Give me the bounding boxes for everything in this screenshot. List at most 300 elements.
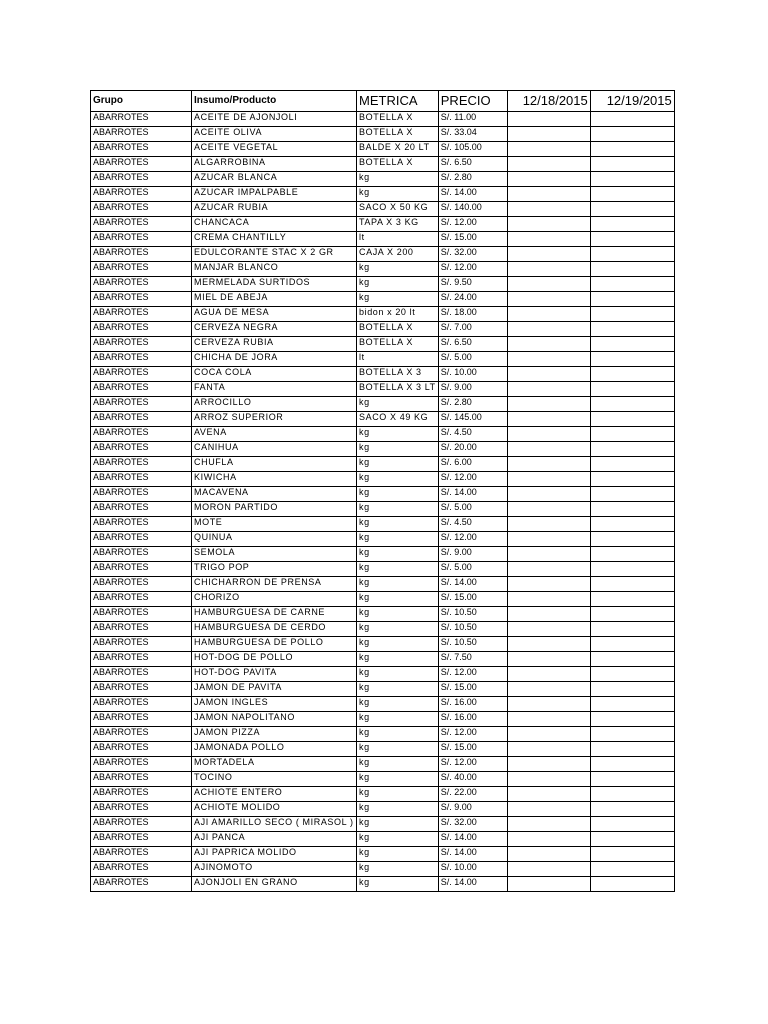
cell-producto[interactable]: MACAVENA xyxy=(192,487,357,502)
cell-producto[interactable]: ARROCILLO xyxy=(192,397,357,412)
cell-producto[interactable]: AJI AMARILLO SECO ( MIRASOL ) xyxy=(192,817,357,832)
cell-grupo[interactable]: ABARROTES xyxy=(91,622,192,637)
cell-precio[interactable]: S/. 4.50 xyxy=(438,427,507,442)
cell-precio[interactable]: S/. 14.00 xyxy=(438,187,507,202)
cell-precio[interactable]: S/. 22.00 xyxy=(438,787,507,802)
cell-producto[interactable]: ACEITE DE AJONJOLI xyxy=(192,112,357,127)
cell-producto[interactable]: SEMOLA xyxy=(192,547,357,562)
cell-precio[interactable]: S/. 5.00 xyxy=(438,352,507,367)
cell-metrica[interactable]: kg xyxy=(357,577,439,592)
cell-date-1[interactable] xyxy=(507,277,590,292)
cell-metrica[interactable]: kg xyxy=(357,172,439,187)
cell-date-1[interactable] xyxy=(507,412,590,427)
cell-date-1[interactable] xyxy=(507,862,590,877)
cell-producto[interactable]: AZUCAR BLANCA xyxy=(192,172,357,187)
cell-metrica[interactable]: TAPA X 3 KG xyxy=(357,217,439,232)
cell-date-2[interactable] xyxy=(590,697,674,712)
cell-producto[interactable]: JAMON DE PAVITA xyxy=(192,682,357,697)
cell-producto[interactable]: CHUFLA xyxy=(192,457,357,472)
cell-date-1[interactable] xyxy=(507,772,590,787)
cell-date-1[interactable] xyxy=(507,847,590,862)
cell-date-1[interactable] xyxy=(507,202,590,217)
cell-metrica[interactable]: kg xyxy=(357,787,439,802)
cell-date-1[interactable] xyxy=(507,757,590,772)
cell-metrica[interactable]: SACO X 49 KG xyxy=(357,412,439,427)
cell-metrica[interactable]: kg xyxy=(357,562,439,577)
cell-precio[interactable]: S/. 9.00 xyxy=(438,382,507,397)
cell-producto[interactable]: ALGARROBINA xyxy=(192,157,357,172)
cell-date-1[interactable] xyxy=(507,292,590,307)
cell-metrica[interactable]: kg xyxy=(357,292,439,307)
cell-precio[interactable]: S/. 2.80 xyxy=(438,397,507,412)
cell-producto[interactable]: AJONJOLI EN GRANO xyxy=(192,877,357,892)
cell-precio[interactable]: S/. 9.00 xyxy=(438,802,507,817)
cell-date-1[interactable] xyxy=(507,112,590,127)
cell-date-2[interactable] xyxy=(590,217,674,232)
cell-grupo[interactable]: ABARROTES xyxy=(91,697,192,712)
cell-producto[interactable]: CERVEZA NEGRA xyxy=(192,322,357,337)
cell-metrica[interactable]: BOTELLA X xyxy=(357,322,439,337)
cell-producto[interactable]: COCA COLA xyxy=(192,367,357,382)
cell-producto[interactable]: MOTE xyxy=(192,517,357,532)
cell-metrica[interactable]: BOTELLA X 3 xyxy=(357,367,439,382)
cell-grupo[interactable]: ABARROTES xyxy=(91,367,192,382)
cell-grupo[interactable]: ABARROTES xyxy=(91,877,192,892)
cell-grupo[interactable]: ABARROTES xyxy=(91,787,192,802)
cell-precio[interactable]: S/. 140.00 xyxy=(438,202,507,217)
cell-producto[interactable]: HAMBURGUESA DE CARNE xyxy=(192,607,357,622)
cell-metrica[interactable]: kg xyxy=(357,637,439,652)
cell-date-2[interactable] xyxy=(590,862,674,877)
cell-precio[interactable]: S/. 14.00 xyxy=(438,487,507,502)
cell-producto[interactable]: ACEITE OLIVA xyxy=(192,127,357,142)
cell-producto[interactable]: HOT-DOG DE POLLO xyxy=(192,652,357,667)
cell-precio[interactable]: S/. 14.00 xyxy=(438,577,507,592)
cell-grupo[interactable]: ABARROTES xyxy=(91,142,192,157)
cell-producto[interactable]: CERVEZA RUBIA xyxy=(192,337,357,352)
cell-producto[interactable]: AJINOMOTO xyxy=(192,862,357,877)
cell-producto[interactable]: ARROZ SUPERIOR xyxy=(192,412,357,427)
cell-date-2[interactable] xyxy=(590,202,674,217)
cell-metrica[interactable]: lt xyxy=(357,232,439,247)
cell-metrica[interactable]: kg xyxy=(357,772,439,787)
cell-producto[interactable]: AVENA xyxy=(192,427,357,442)
cell-metrica[interactable]: kg xyxy=(357,442,439,457)
cell-precio[interactable]: S/. 105.00 xyxy=(438,142,507,157)
cell-producto[interactable]: JAMON NAPOLITANO xyxy=(192,712,357,727)
cell-date-1[interactable] xyxy=(507,262,590,277)
cell-metrica[interactable]: kg xyxy=(357,487,439,502)
cell-date-1[interactable] xyxy=(507,217,590,232)
cell-grupo[interactable]: ABARROTES xyxy=(91,232,192,247)
cell-date-2[interactable] xyxy=(590,472,674,487)
header-insumo-producto[interactable]: Insumo/Producto xyxy=(192,91,357,112)
cell-date-1[interactable] xyxy=(507,502,590,517)
cell-date-2[interactable] xyxy=(590,427,674,442)
cell-date-2[interactable] xyxy=(590,637,674,652)
cell-metrica[interactable]: kg xyxy=(357,472,439,487)
cell-grupo[interactable]: ABARROTES xyxy=(91,637,192,652)
cell-date-1[interactable] xyxy=(507,817,590,832)
cell-producto[interactable]: JAMONADA POLLO xyxy=(192,742,357,757)
cell-date-2[interactable] xyxy=(590,142,674,157)
cell-date-2[interactable] xyxy=(590,877,674,892)
cell-producto[interactable]: AZUCAR IMPALPABLE xyxy=(192,187,357,202)
cell-date-2[interactable] xyxy=(590,397,674,412)
cell-grupo[interactable]: ABARROTES xyxy=(91,832,192,847)
cell-date-2[interactable] xyxy=(590,832,674,847)
cell-date-2[interactable] xyxy=(590,592,674,607)
cell-precio[interactable]: S/. 10.50 xyxy=(438,637,507,652)
cell-date-2[interactable] xyxy=(590,442,674,457)
cell-grupo[interactable]: ABARROTES xyxy=(91,352,192,367)
cell-date-1[interactable] xyxy=(507,322,590,337)
cell-grupo[interactable]: ABARROTES xyxy=(91,772,192,787)
cell-grupo[interactable]: ABARROTES xyxy=(91,112,192,127)
cell-date-2[interactable] xyxy=(590,157,674,172)
cell-date-1[interactable] xyxy=(507,142,590,157)
cell-metrica[interactable]: SACO X 50 KG xyxy=(357,202,439,217)
cell-metrica[interactable]: kg xyxy=(357,517,439,532)
cell-grupo[interactable]: ABARROTES xyxy=(91,862,192,877)
cell-metrica[interactable]: kg xyxy=(357,667,439,682)
cell-date-2[interactable] xyxy=(590,367,674,382)
cell-precio[interactable]: S/. 11.00 xyxy=(438,112,507,127)
cell-producto[interactable]: HOT-DOG PAVITA xyxy=(192,667,357,682)
cell-producto[interactable]: MANJAR BLANCO xyxy=(192,262,357,277)
cell-date-1[interactable] xyxy=(507,532,590,547)
cell-grupo[interactable]: ABARROTES xyxy=(91,532,192,547)
cell-grupo[interactable]: ABARROTES xyxy=(91,337,192,352)
cell-date-2[interactable] xyxy=(590,292,674,307)
cell-precio[interactable]: S/. 12.00 xyxy=(438,217,507,232)
header-date-1[interactable]: 12/18/2015 xyxy=(507,91,590,112)
cell-date-2[interactable] xyxy=(590,547,674,562)
cell-precio[interactable]: S/. 32.00 xyxy=(438,247,507,262)
cell-date-2[interactable] xyxy=(590,712,674,727)
cell-precio[interactable]: S/. 6.50 xyxy=(438,337,507,352)
cell-grupo[interactable]: ABARROTES xyxy=(91,487,192,502)
cell-grupo[interactable]: ABARROTES xyxy=(91,412,192,427)
cell-grupo[interactable]: ABARROTES xyxy=(91,472,192,487)
cell-grupo[interactable]: ABARROTES xyxy=(91,157,192,172)
cell-producto[interactable]: MORTADELA xyxy=(192,757,357,772)
cell-grupo[interactable]: ABARROTES xyxy=(91,322,192,337)
cell-precio[interactable]: S/. 33.04 xyxy=(438,127,507,142)
cell-producto[interactable]: TRIGO POP xyxy=(192,562,357,577)
cell-grupo[interactable]: ABARROTES xyxy=(91,847,192,862)
cell-grupo[interactable]: ABARROTES xyxy=(91,817,192,832)
cell-date-1[interactable] xyxy=(507,247,590,262)
cell-precio[interactable]: S/. 10.50 xyxy=(438,607,507,622)
cell-date-1[interactable] xyxy=(507,472,590,487)
cell-date-1[interactable] xyxy=(507,562,590,577)
cell-producto[interactable]: JAMON PIZZA xyxy=(192,727,357,742)
cell-precio[interactable]: S/. 10.50 xyxy=(438,622,507,637)
cell-producto[interactable]: CHICHA DE JORA xyxy=(192,352,357,367)
cell-precio[interactable]: S/. 6.50 xyxy=(438,157,507,172)
cell-date-2[interactable] xyxy=(590,757,674,772)
cell-producto[interactable]: ACEITE VEGETAL xyxy=(192,142,357,157)
cell-metrica[interactable]: lt xyxy=(357,352,439,367)
cell-precio[interactable]: S/. 16.00 xyxy=(438,697,507,712)
cell-date-1[interactable] xyxy=(507,652,590,667)
cell-grupo[interactable]: ABARROTES xyxy=(91,682,192,697)
cell-grupo[interactable]: ABARROTES xyxy=(91,712,192,727)
cell-date-1[interactable] xyxy=(507,172,590,187)
cell-grupo[interactable]: ABARROTES xyxy=(91,127,192,142)
cell-metrica[interactable]: BOTELLA X xyxy=(357,112,439,127)
cell-grupo[interactable]: ABARROTES xyxy=(91,502,192,517)
cell-metrica[interactable]: BALDE X 20 LT xyxy=(357,142,439,157)
cell-grupo[interactable]: ABARROTES xyxy=(91,517,192,532)
cell-precio[interactable]: S/. 12.00 xyxy=(438,727,507,742)
cell-producto[interactable]: EDULCORANTE STAC X 2 GR xyxy=(192,247,357,262)
cell-precio[interactable]: S/. 12.00 xyxy=(438,472,507,487)
cell-metrica[interactable]: kg xyxy=(357,742,439,757)
cell-date-2[interactable] xyxy=(590,652,674,667)
cell-producto[interactable]: FANTA xyxy=(192,382,357,397)
cell-precio[interactable]: S/. 14.00 xyxy=(438,877,507,892)
cell-date-1[interactable] xyxy=(507,307,590,322)
cell-grupo[interactable]: ABARROTES xyxy=(91,757,192,772)
cell-date-2[interactable] xyxy=(590,412,674,427)
cell-grupo[interactable]: ABARROTES xyxy=(91,667,192,682)
header-grupo[interactable]: Grupo xyxy=(91,91,192,112)
cell-producto[interactable]: QUINUA xyxy=(192,532,357,547)
cell-date-1[interactable] xyxy=(507,442,590,457)
cell-precio[interactable]: S/. 15.00 xyxy=(438,592,507,607)
header-date-2[interactable]: 12/19/2015 xyxy=(590,91,674,112)
cell-metrica[interactable]: kg xyxy=(357,697,439,712)
cell-producto[interactable]: CHICHARRON DE PRENSA xyxy=(192,577,357,592)
cell-metrica[interactable]: BOTELLA X 3 LT xyxy=(357,382,439,397)
cell-date-2[interactable] xyxy=(590,517,674,532)
cell-date-1[interactable] xyxy=(507,712,590,727)
cell-date-2[interactable] xyxy=(590,607,674,622)
cell-date-2[interactable] xyxy=(590,727,674,742)
cell-precio[interactable]: S/. 12.00 xyxy=(438,262,507,277)
cell-producto[interactable]: CHANCACA xyxy=(192,217,357,232)
cell-grupo[interactable]: ABARROTES xyxy=(91,562,192,577)
cell-precio[interactable]: S/. 7.50 xyxy=(438,652,507,667)
cell-metrica[interactable]: kg xyxy=(357,817,439,832)
cell-precio[interactable]: S/. 12.00 xyxy=(438,667,507,682)
cell-metrica[interactable]: kg xyxy=(357,832,439,847)
cell-date-1[interactable] xyxy=(507,697,590,712)
cell-metrica[interactable]: BOTELLA X xyxy=(357,337,439,352)
cell-precio[interactable]: S/. 14.00 xyxy=(438,847,507,862)
cell-producto[interactable]: AJI PANCA xyxy=(192,832,357,847)
cell-producto[interactable]: MORON PARTIDO xyxy=(192,502,357,517)
cell-precio[interactable]: S/. 7.00 xyxy=(438,322,507,337)
cell-grupo[interactable]: ABARROTES xyxy=(91,607,192,622)
cell-producto[interactable]: CANIHUA xyxy=(192,442,357,457)
cell-precio[interactable]: S/. 12.00 xyxy=(438,532,507,547)
cell-metrica[interactable]: kg xyxy=(357,427,439,442)
cell-metrica[interactable]: kg xyxy=(357,607,439,622)
cell-metrica[interactable]: bidon x 20 lt xyxy=(357,307,439,322)
cell-metrica[interactable]: CAJA X 200 xyxy=(357,247,439,262)
cell-date-2[interactable] xyxy=(590,667,674,682)
cell-date-2[interactable] xyxy=(590,127,674,142)
cell-date-1[interactable] xyxy=(507,877,590,892)
cell-precio[interactable]: S/. 5.00 xyxy=(438,502,507,517)
cell-date-1[interactable] xyxy=(507,457,590,472)
cell-producto[interactable]: MIEL DE ABEJA xyxy=(192,292,357,307)
cell-date-2[interactable] xyxy=(590,802,674,817)
cell-grupo[interactable]: ABARROTES xyxy=(91,427,192,442)
cell-producto[interactable]: KIWICHA xyxy=(192,472,357,487)
cell-date-2[interactable] xyxy=(590,772,674,787)
cell-precio[interactable]: S/. 18.00 xyxy=(438,307,507,322)
cell-grupo[interactable]: ABARROTES xyxy=(91,307,192,322)
cell-precio[interactable]: S/. 145.00 xyxy=(438,412,507,427)
cell-grupo[interactable]: ABARROTES xyxy=(91,292,192,307)
cell-date-1[interactable] xyxy=(507,622,590,637)
cell-precio[interactable]: S/. 24.00 xyxy=(438,292,507,307)
cell-grupo[interactable]: ABARROTES xyxy=(91,397,192,412)
cell-date-2[interactable] xyxy=(590,172,674,187)
cell-producto[interactable]: AJI PAPRICA MOLIDO xyxy=(192,847,357,862)
cell-producto[interactable]: HAMBURGUESA DE POLLO xyxy=(192,637,357,652)
cell-grupo[interactable]: ABARROTES xyxy=(91,652,192,667)
cell-date-2[interactable] xyxy=(590,682,674,697)
cell-date-1[interactable] xyxy=(507,367,590,382)
cell-date-1[interactable] xyxy=(507,187,590,202)
cell-metrica[interactable]: kg xyxy=(357,622,439,637)
cell-metrica[interactable]: kg xyxy=(357,877,439,892)
cell-date-1[interactable] xyxy=(507,352,590,367)
cell-grupo[interactable]: ABARROTES xyxy=(91,592,192,607)
cell-grupo[interactable]: ABARROTES xyxy=(91,457,192,472)
cell-precio[interactable]: S/. 10.00 xyxy=(438,862,507,877)
cell-metrica[interactable]: kg xyxy=(357,727,439,742)
cell-producto[interactable]: ACHIOTE ENTERO xyxy=(192,787,357,802)
cell-grupo[interactable]: ABARROTES xyxy=(91,577,192,592)
cell-metrica[interactable]: kg xyxy=(357,652,439,667)
cell-producto[interactable]: CREMA CHANTILLY xyxy=(192,232,357,247)
cell-precio[interactable]: S/. 12.00 xyxy=(438,757,507,772)
cell-date-2[interactable] xyxy=(590,577,674,592)
cell-date-2[interactable] xyxy=(590,817,674,832)
cell-date-1[interactable] xyxy=(507,607,590,622)
cell-date-2[interactable] xyxy=(590,502,674,517)
cell-date-2[interactable] xyxy=(590,232,674,247)
cell-precio[interactable]: S/. 4.50 xyxy=(438,517,507,532)
cell-grupo[interactable]: ABARROTES xyxy=(91,262,192,277)
cell-metrica[interactable]: kg xyxy=(357,262,439,277)
cell-date-1[interactable] xyxy=(507,742,590,757)
cell-date-1[interactable] xyxy=(507,232,590,247)
cell-date-1[interactable] xyxy=(507,337,590,352)
cell-precio[interactable]: S/. 6.00 xyxy=(438,457,507,472)
cell-date-2[interactable] xyxy=(590,457,674,472)
cell-grupo[interactable]: ABARROTES xyxy=(91,217,192,232)
cell-date-1[interactable] xyxy=(507,667,590,682)
cell-date-2[interactable] xyxy=(590,322,674,337)
cell-precio[interactable]: S/. 15.00 xyxy=(438,232,507,247)
cell-grupo[interactable]: ABARROTES xyxy=(91,382,192,397)
cell-metrica[interactable]: kg xyxy=(357,682,439,697)
cell-date-1[interactable] xyxy=(507,127,590,142)
cell-metrica[interactable]: kg xyxy=(357,457,439,472)
cell-date-2[interactable] xyxy=(590,352,674,367)
cell-metrica[interactable]: BOTELLA X xyxy=(357,127,439,142)
cell-precio[interactable]: S/. 2.80 xyxy=(438,172,507,187)
cell-date-2[interactable] xyxy=(590,622,674,637)
cell-date-1[interactable] xyxy=(507,577,590,592)
cell-date-2[interactable] xyxy=(590,277,674,292)
cell-producto[interactable]: AGUA DE MESA xyxy=(192,307,357,322)
cell-metrica[interactable]: kg xyxy=(357,502,439,517)
cell-date-1[interactable] xyxy=(507,517,590,532)
cell-date-1[interactable] xyxy=(507,157,590,172)
cell-metrica[interactable]: kg xyxy=(357,547,439,562)
cell-date-1[interactable] xyxy=(507,592,590,607)
cell-grupo[interactable]: ABARROTES xyxy=(91,172,192,187)
cell-date-2[interactable] xyxy=(590,382,674,397)
cell-precio[interactable]: S/. 9.50 xyxy=(438,277,507,292)
cell-date-1[interactable] xyxy=(507,382,590,397)
cell-date-2[interactable] xyxy=(590,337,674,352)
header-precio[interactable]: PRECIO xyxy=(438,91,507,112)
cell-precio[interactable]: S/. 9.00 xyxy=(438,547,507,562)
cell-date-2[interactable] xyxy=(590,247,674,262)
cell-precio[interactable]: S/. 32.00 xyxy=(438,817,507,832)
cell-date-2[interactable] xyxy=(590,562,674,577)
cell-grupo[interactable]: ABARROTES xyxy=(91,742,192,757)
cell-grupo[interactable]: ABARROTES xyxy=(91,547,192,562)
cell-date-2[interactable] xyxy=(590,307,674,322)
cell-date-1[interactable] xyxy=(507,397,590,412)
header-metrica[interactable]: METRICA xyxy=(357,91,439,112)
cell-producto[interactable]: HAMBURGUESA DE CERDO xyxy=(192,622,357,637)
cell-producto[interactable]: ACHIOTE MOLIDO xyxy=(192,802,357,817)
cell-precio[interactable]: S/. 14.00 xyxy=(438,832,507,847)
cell-grupo[interactable]: ABARROTES xyxy=(91,247,192,262)
cell-producto[interactable]: CHORIZO xyxy=(192,592,357,607)
cell-precio[interactable]: S/. 15.00 xyxy=(438,682,507,697)
cell-metrica[interactable]: kg xyxy=(357,862,439,877)
cell-date-1[interactable] xyxy=(507,487,590,502)
cell-precio[interactable]: S/. 10.00 xyxy=(438,367,507,382)
cell-grupo[interactable]: ABARROTES xyxy=(91,202,192,217)
cell-date-2[interactable] xyxy=(590,532,674,547)
cell-metrica[interactable]: kg xyxy=(357,277,439,292)
cell-date-1[interactable] xyxy=(507,832,590,847)
cell-precio[interactable]: S/. 40.00 xyxy=(438,772,507,787)
cell-metrica[interactable]: kg xyxy=(357,712,439,727)
cell-metrica[interactable]: kg xyxy=(357,847,439,862)
cell-precio[interactable]: S/. 15.00 xyxy=(438,742,507,757)
cell-date-1[interactable] xyxy=(507,547,590,562)
cell-date-1[interactable] xyxy=(507,802,590,817)
cell-grupo[interactable]: ABARROTES xyxy=(91,277,192,292)
cell-metrica[interactable]: kg xyxy=(357,757,439,772)
cell-date-1[interactable] xyxy=(507,637,590,652)
cell-precio[interactable]: S/. 5.00 xyxy=(438,562,507,577)
cell-grupo[interactable]: ABARROTES xyxy=(91,802,192,817)
cell-precio[interactable]: S/. 20.00 xyxy=(438,442,507,457)
cell-date-2[interactable] xyxy=(590,262,674,277)
cell-date-2[interactable] xyxy=(590,742,674,757)
cell-producto[interactable]: TOCINO xyxy=(192,772,357,787)
cell-metrica[interactable]: kg xyxy=(357,397,439,412)
cell-date-2[interactable] xyxy=(590,787,674,802)
cell-metrica[interactable]: BOTELLA X xyxy=(357,157,439,172)
cell-date-2[interactable] xyxy=(590,847,674,862)
